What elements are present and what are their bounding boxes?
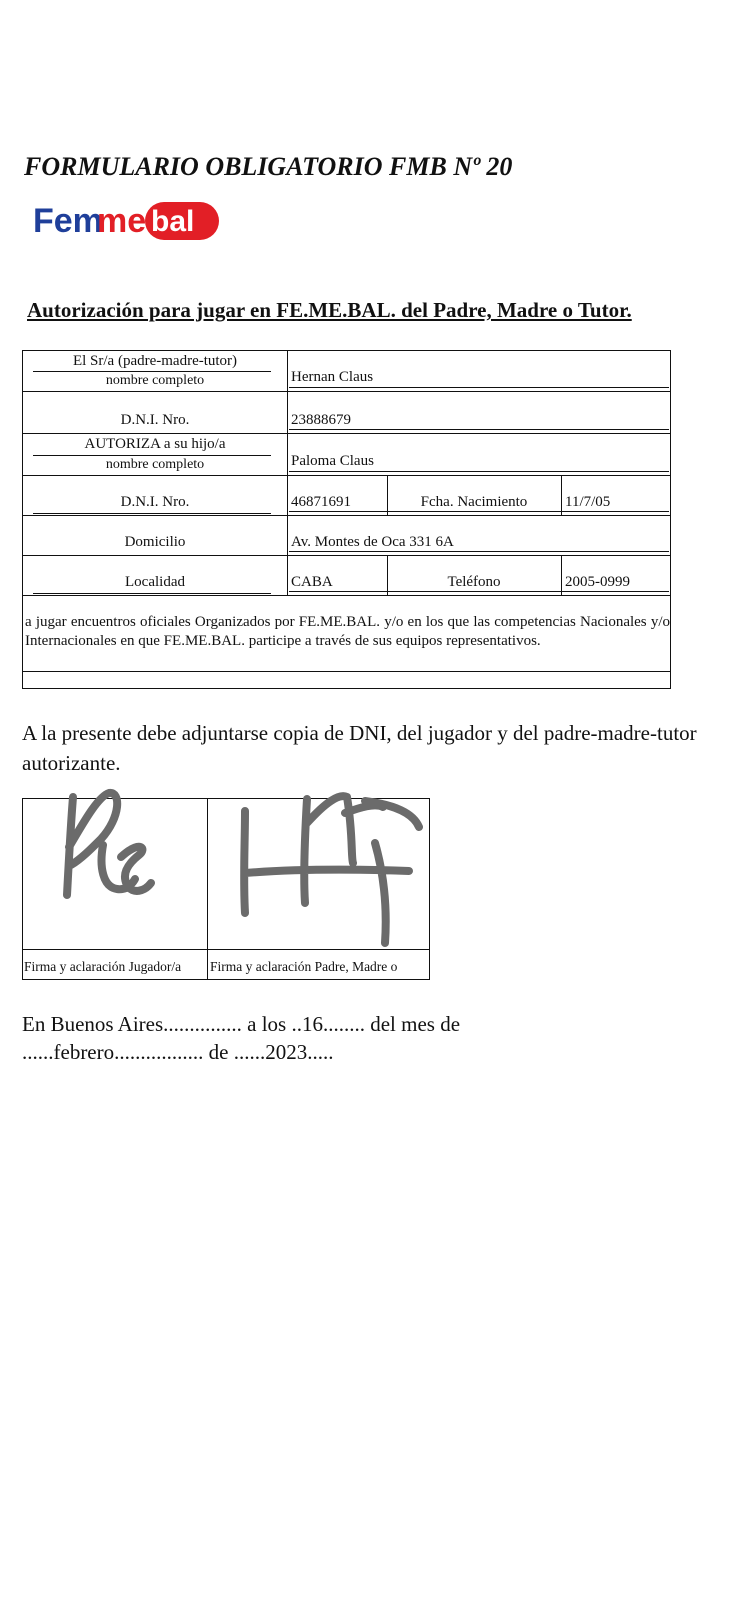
child-dni-label: D.N.I. Nro. xyxy=(120,494,190,510)
parent-name-value: Hernan Claus xyxy=(291,369,374,385)
address-label: Domicilio xyxy=(124,534,186,550)
child-dni-value: 46871691 xyxy=(291,494,351,510)
address-value: Av. Montes de Oca 331 6A xyxy=(291,534,454,550)
attachment-note: A la presente debe adjuntarse copia de DNI, del jugador y del padre-madre-tutor autorizante. xyxy=(22,721,697,775)
birthdate-label: Fcha. Nacimiento xyxy=(420,494,528,510)
authorization-form-table xyxy=(22,350,671,689)
form-subtitle: Autorización para jugar en FE.ME.BAL. del Padre, Madre o Tutor. xyxy=(27,298,632,322)
child-name-value: Paloma Claus xyxy=(291,453,374,469)
signature-table xyxy=(22,798,430,980)
closing-statement xyxy=(22,1010,722,1066)
femebal-logo xyxy=(33,198,223,246)
parent-label: El Sr/a (padre-madre-tutor) xyxy=(72,353,238,369)
parent-dni-label: D.N.I. Nro. xyxy=(120,412,190,428)
parent-sublabel: nombre completo xyxy=(105,373,205,388)
logo-text-fem: Fem xyxy=(33,202,103,240)
phone-label: Teléfono xyxy=(447,574,501,590)
child-sublabel: nombre completo xyxy=(105,457,205,472)
logo-text-me: me xyxy=(97,202,147,240)
player-signature-caption: Firma y aclaración Jugador/a xyxy=(24,959,182,974)
locality-label: Localidad xyxy=(125,574,185,590)
parent-signature xyxy=(235,783,425,953)
form-title: FORMULARIO OBLIGATORIO FMB Nº 20 xyxy=(24,152,513,181)
phone-value: 2005-0999 xyxy=(565,574,630,590)
closing-line-1: En Buenos Aires............... a los ..16........ del mes de xyxy=(22,1012,461,1036)
logo-text-bal: bal xyxy=(151,205,195,238)
parent-dni-value: 23888679 xyxy=(291,412,351,428)
child-label: AUTORIZA a su hijo/a xyxy=(84,436,226,452)
player-signature xyxy=(51,787,161,917)
locality-value: CABA xyxy=(291,574,333,590)
parent-signature-caption: Firma y aclaración Padre, Madre o xyxy=(210,959,398,974)
legal-text: a jugar encuentros oficiales Organizados por FE.ME.BAL. y/o en los que las competencias Nacionales y/o Internacionales en que FE.ME.BAL. participe a través de sus equipos representativos. xyxy=(25,614,670,649)
birthdate-value: 11/7/05 xyxy=(565,494,611,510)
closing-line-2: ......febrero................. de ......2023..... xyxy=(22,1040,334,1064)
